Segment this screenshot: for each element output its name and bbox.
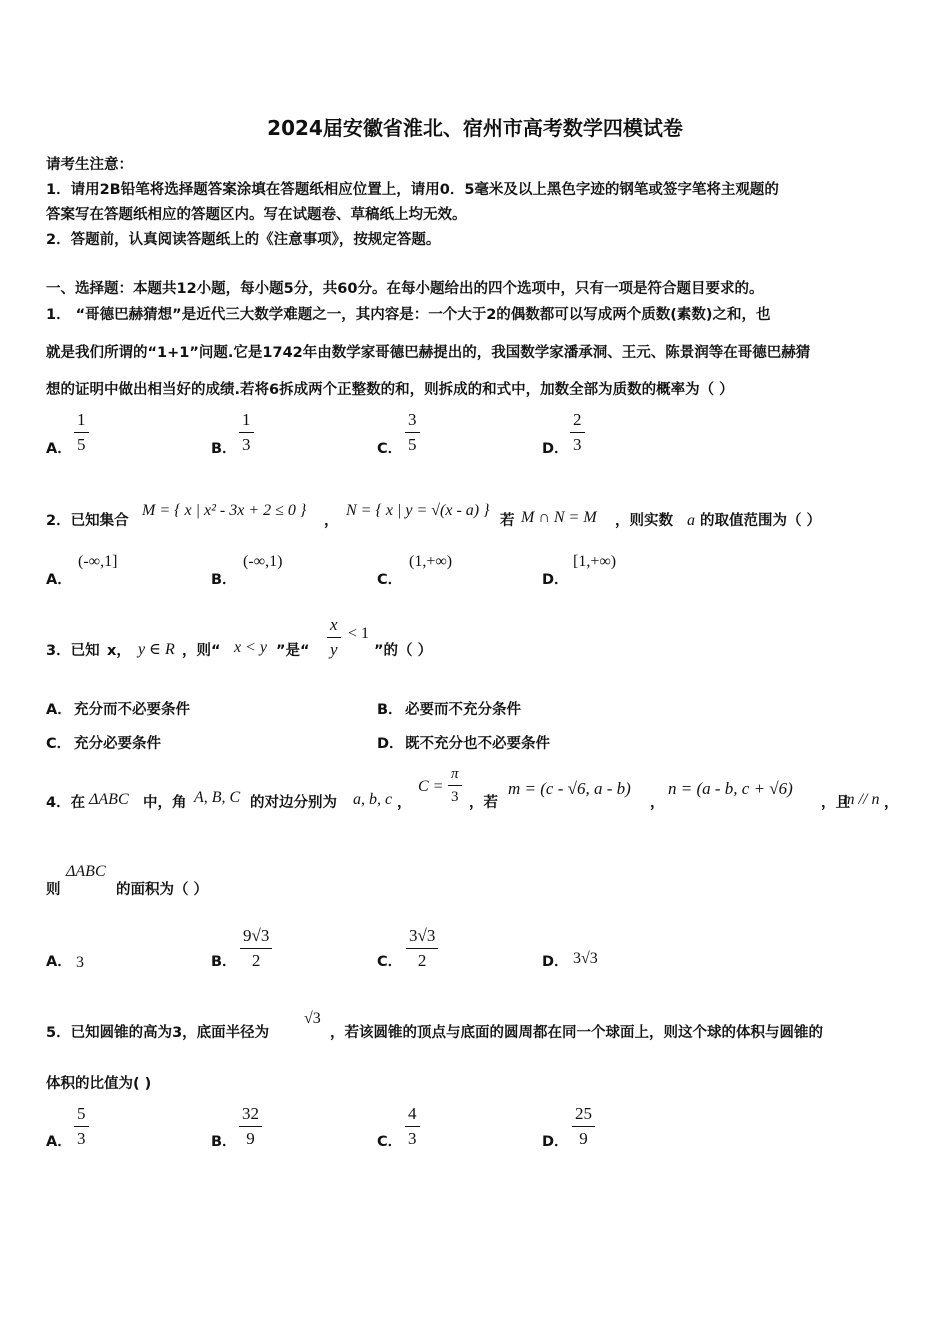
q2-prefix: 2．已知集合 (46, 513, 129, 529)
q1-option-a-fraction: $\frac{1}{5}$ (74, 410, 89, 455)
q5-option-a-fraction: $\frac{5}{3}$ (74, 1104, 89, 1149)
q4-angles: A, B, C (194, 789, 241, 806)
q5-option-a-label: A． (46, 1134, 72, 1150)
q5-option-c-label: C． (377, 1134, 403, 1150)
q2-if: 若 (500, 513, 515, 529)
q5-option-d-label: D． (542, 1134, 569, 1150)
q4-mid-2: 的对边分别为 (250, 795, 337, 811)
q3-suffix: ”的（ ） (374, 643, 433, 659)
q2-option-a-value: (-∞,1] (78, 553, 118, 570)
q1-line-1: 1． “哥德巴赫猜想”是近代三大数学难题之一，其内容是：一个大于2的偶数都可以写成两个质数(素数)之和，也 (46, 307, 771, 323)
q3-prefix: 3．已知 (46, 643, 100, 659)
q4-option-c-fraction: $\frac{3√3}{2}$ (406, 926, 438, 971)
q2-option-a-label: A． (46, 572, 72, 588)
q5-option-d-fraction: $\frac{25}{9}$ (572, 1104, 595, 1149)
q4-c-lhs: C = (418, 778, 444, 795)
q3-option-b-text: 必要而不充分条件 (405, 702, 521, 718)
section-heading: 一、选择题：本题共12小题，每小题5分，共60分。在每小题给出的四个选项中，只有一项是符合题目要求的。 (46, 281, 764, 297)
q3-option-c-label: C． (46, 736, 72, 752)
q2-option-c-value: (1,+∞) (409, 553, 453, 570)
q4-comma-3: ， (884, 795, 899, 811)
q5-line-2: 体积的比值为( ) (46, 1076, 152, 1092)
q4-c-fraction: $\frac{\pi}{3}$ (448, 765, 462, 806)
q1-line-3: 想的证明中做出相当好的成绩.若将6拆成两个正整数的和，则拆成的和式中，加数全部为质数的概率为（ ） (46, 382, 734, 398)
q2-variable: a (687, 512, 695, 529)
q3-fraction-rhs: < 1 (348, 625, 370, 642)
q3-option-b-label: B． (377, 702, 403, 718)
q3-condition: y ∈ R (138, 641, 175, 658)
notice-line-1a: 1．请用2B铅笔将选择题答案涂填在答题纸相应位置上，请用0．5毫米及以上黑色字迹的钢笔或签字笔将主观题的 (46, 182, 779, 198)
q4-line-2-prefix: 则 (46, 882, 61, 898)
q2-then: ，则实数 (615, 513, 673, 529)
q3-option-d-label: D． (377, 736, 404, 752)
q4-comma-1: ， (397, 795, 412, 811)
q3-option-d-text: 既不充分也不必要条件 (405, 736, 550, 752)
q4-mid-3: ，若 (469, 795, 498, 811)
q2-set-n: N = { x | y = √(x - a) } (346, 502, 490, 519)
q1-option-c-fraction: $\frac{3}{5}$ (405, 410, 420, 455)
q4-option-b-label: B． (211, 954, 237, 970)
q4-option-d-label: D． (542, 954, 569, 970)
q2-option-d-value: [1,+∞) (573, 553, 617, 570)
q3-option-a-label: A． (46, 702, 72, 718)
q4-option-a-value: 3 (76, 954, 84, 971)
q3-inequality: x < y (234, 639, 267, 656)
q5-option-b-label: B． (211, 1134, 237, 1150)
q3-option-a-text: 充分而不必要条件 (74, 702, 190, 718)
q2-suffix: 的取值范围为（ ） (700, 513, 822, 529)
q4-option-b-fraction: $\frac{9√3}{2}$ (240, 926, 272, 971)
q4-mid-4: ，且 (821, 795, 850, 811)
q2-comma: ， (324, 513, 339, 529)
q3-fraction: $\frac{x}{y}$ (327, 615, 341, 660)
q1-option-d-label: D． (542, 441, 569, 457)
q2-option-b-value: (-∞,1) (243, 553, 283, 570)
q4-comma-2: ， (650, 795, 665, 811)
q4-parallel: m // n (843, 791, 880, 808)
q1-option-b-label: B． (211, 441, 237, 457)
q3-option-c-text: 充分必要条件 (74, 736, 161, 752)
q5-radius: √3 (304, 1010, 321, 1027)
q3-vars: x， (107, 643, 131, 659)
q3-mid-1: ，则“ (182, 643, 221, 659)
q4-mid-1: 中，角 (143, 795, 187, 811)
q5-option-c-fraction: $\frac{4}{3}$ (405, 1104, 420, 1149)
notice-line-2: 2．答题前，认真阅读答题纸上的《注意事项》，按规定答题。 (46, 232, 441, 248)
q3-mid-2: ”是“ (276, 643, 310, 659)
notice-heading: 请考生注意： (46, 157, 133, 173)
page-title: 2024届安徽省淮北、宿州市高考数学四模试卷 (267, 116, 683, 140)
q1-option-a-label: A． (46, 441, 72, 457)
q4-triangle-2: ΔABC (66, 863, 106, 880)
q4-vector-m: m = (c - √6, a - b) (508, 779, 631, 798)
q5-line-1a: 5．已知圆锥的高为3，底面半径为 (46, 1025, 270, 1041)
q4-line-2-suffix: 的面积为（ ） (116, 882, 209, 898)
q4-option-a-label: A． (46, 954, 72, 970)
q4-sides: a, b, c (353, 791, 393, 808)
q4-option-c-label: C． (377, 954, 403, 970)
notice-line-1b: 答案写在答题纸相应的答题区内。写在试题卷、草稿纸上均无效。 (46, 207, 467, 223)
q4-option-d-value: 3√3 (573, 950, 598, 967)
q2-set-m: M = { x | x² - 3x + 2 ≤ 0 } (142, 502, 307, 519)
q1-option-c-label: C． (377, 441, 403, 457)
q1-line-2: 就是我们所谓的“1+1”问题.它是1742年由数学家哥德巴赫提出的，我国数学家潘承洞、王元、陈景润等在哥德巴赫猜 (46, 345, 811, 361)
q5-option-b-fraction: $\frac{32}{9}$ (239, 1104, 262, 1149)
q5-line-1b: ，若该圆锥的顶点与底面的圆周都在同一个球面上，则这个球的体积与圆锥的 (330, 1025, 823, 1041)
q4-triangle: ΔABC (89, 791, 129, 808)
q1-option-b-fraction: $\frac{1}{3}$ (239, 410, 254, 455)
q1-option-d-fraction: $\frac{2}{3}$ (570, 410, 585, 455)
q4-prefix: 4．在 (46, 795, 86, 811)
q2-option-c-label: C． (377, 572, 403, 588)
q2-condition: M ∩ N = M (521, 509, 597, 526)
q4-vector-n: n = (a - b, c + √6) (668, 779, 793, 798)
q2-option-d-label: D． (542, 572, 569, 588)
q2-option-b-label: B． (211, 572, 237, 588)
